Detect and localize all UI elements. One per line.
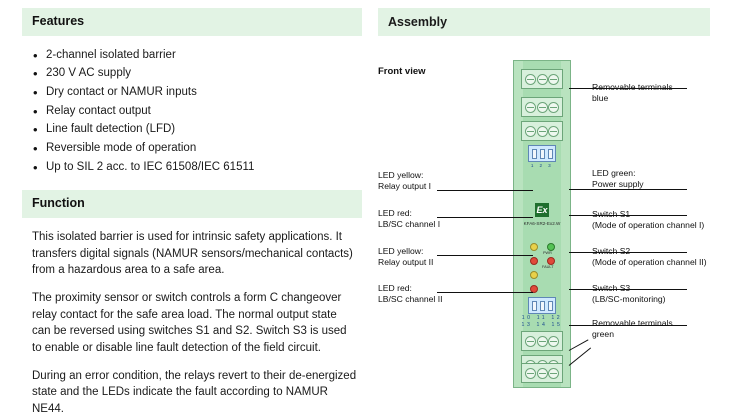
callout-line: LED yellow: bbox=[378, 246, 424, 256]
list-item: • 230 V AC supply bbox=[32, 64, 362, 83]
callout-switch-s1 bbox=[592, 209, 704, 231]
led-fault-caption: FAULT bbox=[542, 265, 554, 269]
callout-line: Relay output I bbox=[378, 181, 432, 192]
callout-line: LED yellow: bbox=[378, 170, 424, 180]
callout-line: Switch S2 bbox=[592, 246, 631, 256]
list-item: • Dry contact or NAMUR inputs bbox=[32, 83, 362, 102]
ex-logo-icon: Ex bbox=[536, 205, 548, 215]
callout-line: (Mode of operation channel II) bbox=[592, 257, 707, 268]
led-green-power-indicator bbox=[547, 243, 555, 251]
dip-switch-lever bbox=[548, 149, 553, 159]
callout-line: Switch S3 bbox=[592, 283, 631, 293]
screw-icon bbox=[525, 368, 536, 379]
callout-switch-s2 bbox=[592, 246, 707, 268]
callout-line: Removable terminals bbox=[592, 82, 673, 92]
callout-line: Power supply bbox=[592, 179, 644, 190]
callout-line: LED red: bbox=[378, 283, 412, 293]
terminal-block-top-1 bbox=[521, 69, 563, 89]
callout-removable-terminals-green bbox=[592, 318, 673, 340]
dip-switch-lever bbox=[540, 301, 545, 311]
callout-led-red-lbsc-channel-1 bbox=[378, 208, 478, 230]
callout-line: LB/SC channel II bbox=[378, 294, 443, 305]
callout-line: green bbox=[592, 329, 614, 340]
screw-icon bbox=[537, 102, 548, 113]
terminal-block-bottom-3 bbox=[521, 363, 563, 383]
led-fault-indicator bbox=[547, 257, 555, 265]
function-body bbox=[22, 229, 362, 418]
callout-led-yellow-relay-output-1 bbox=[378, 170, 478, 192]
list-item: • Relay contact output bbox=[32, 102, 362, 121]
screw-icon bbox=[537, 126, 548, 137]
function-heading: Function bbox=[22, 190, 362, 218]
callout-line: LED green: bbox=[592, 168, 636, 178]
callout-line: LED red: bbox=[378, 208, 412, 218]
led-yellow-relay-output-2-indicator bbox=[530, 271, 538, 279]
callout-switch-s3 bbox=[592, 283, 666, 305]
list-item: • Reversible mode of operation bbox=[32, 139, 362, 158]
terminal-block-bottom-1 bbox=[521, 331, 563, 351]
paragraph: The proximity sensor or switch controls a form C changeover relay contact for the safe area load. The normal output state can be reversed using switches S1 and S2. Switch S3 is used to enable or disable line fault detection of the field circuit. bbox=[32, 291, 347, 354]
left-column bbox=[22, 8, 362, 418]
callout-led-red-lbsc-channel-2 bbox=[378, 283, 478, 305]
callout-removable-terminals-blue bbox=[592, 82, 673, 104]
screw-icon bbox=[548, 74, 559, 85]
callout-line: blue bbox=[592, 93, 609, 104]
callout-line: Removable terminals bbox=[592, 318, 673, 328]
dip-switch-numbers: 1 2 3 bbox=[530, 163, 554, 168]
callout-line: Switch S1 bbox=[592, 209, 631, 219]
dip-switch-bottom bbox=[528, 297, 556, 314]
screw-icon bbox=[537, 336, 548, 347]
dip-switch-lever bbox=[532, 301, 537, 311]
led-yellow-relay-output-1-indicator bbox=[530, 243, 538, 251]
screw-icon bbox=[548, 126, 559, 137]
callout-line: Relay output II bbox=[378, 257, 434, 268]
device-code-label: KFA6-SR2-Ex2.W bbox=[523, 221, 561, 226]
dip-switch-lever bbox=[540, 149, 545, 159]
dip-switch-lever bbox=[548, 301, 553, 311]
right-column bbox=[378, 8, 710, 36]
terminal-block-top-3 bbox=[521, 121, 563, 141]
leader-line bbox=[569, 339, 589, 351]
device-illustration bbox=[513, 60, 571, 388]
leader-line bbox=[569, 347, 591, 365]
features-list bbox=[22, 46, 362, 176]
screw-icon bbox=[537, 368, 548, 379]
callout-led-yellow-relay-output-2 bbox=[378, 246, 478, 268]
dip-switch-lever bbox=[532, 149, 537, 159]
terminal-numbers-row-1: 10 11 12 bbox=[521, 315, 563, 321]
list-item: • Line fault detection (LFD) bbox=[32, 120, 362, 139]
screw-icon bbox=[548, 102, 559, 113]
screw-icon bbox=[525, 126, 536, 137]
paragraph: During an error condition, the relays revert to their de-energized state and the LEDs indicate the fault according to NAMUR NE44. bbox=[32, 369, 357, 415]
assembly-heading: Assembly bbox=[378, 8, 710, 36]
screw-icon bbox=[548, 368, 559, 379]
features-heading: Features bbox=[22, 8, 362, 36]
dip-switch-top bbox=[528, 145, 556, 162]
led-power-caption: PWR bbox=[543, 251, 552, 255]
screw-icon bbox=[525, 74, 536, 85]
callout-led-green-power-supply bbox=[592, 168, 644, 190]
front-view-label: Front view bbox=[378, 66, 426, 77]
list-item: • 2-channel isolated barrier bbox=[32, 46, 362, 65]
screw-icon bbox=[537, 74, 548, 85]
callout-line: (LB/SC-monitoring) bbox=[592, 294, 666, 305]
led-red-lbsc-channel-1-indicator bbox=[530, 257, 538, 265]
terminal-block-top-2 bbox=[521, 97, 563, 117]
list-item: • Up to SIL 2 acc. to IEC 61508/IEC 61511 bbox=[32, 158, 362, 177]
callout-line: (Mode of operation channel I) bbox=[592, 220, 705, 231]
screw-icon bbox=[525, 102, 536, 113]
terminal-numbers-row-2: 13 14 15 bbox=[521, 322, 563, 328]
callout-line: LB/SC channel I bbox=[378, 219, 441, 230]
screw-icon bbox=[548, 336, 559, 347]
screw-icon bbox=[525, 336, 536, 347]
paragraph: This isolated barrier is used for intrinsic safety applications. It transfers digital signals (NAMUR sensors/mechanical contacts) from a hazardous area to a safe area. bbox=[32, 230, 353, 277]
